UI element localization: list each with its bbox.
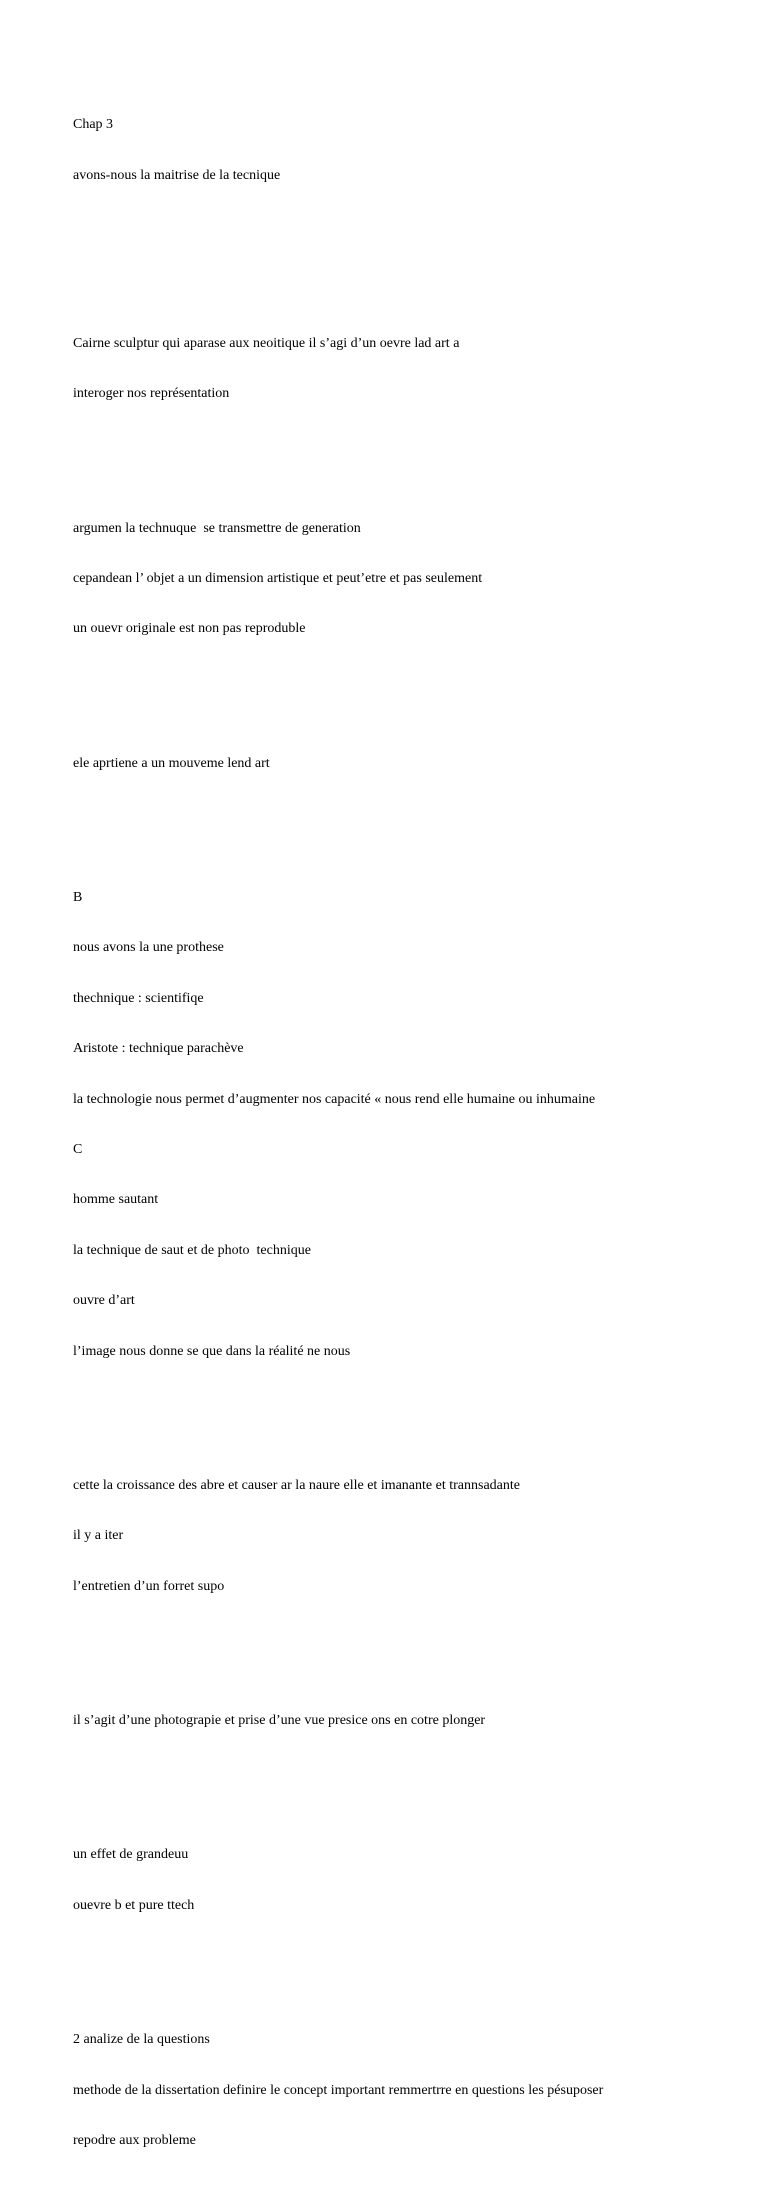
paragraph-line: ouvre d’art <box>73 1293 135 1309</box>
paragraph-line: interoger nos représentation <box>73 386 230 402</box>
paragraph-line: cette la croissance des abre et causer ar la naure elle et imanante et trannsadante <box>73 1477 520 1493</box>
paragraph-line: l’image nous donne se que dans la réalité ne nous <box>73 1343 351 1359</box>
section-label: C <box>73 1142 83 1157</box>
section-label: B <box>73 890 83 906</box>
paragraph-line: la technologie nous permet d’augmenter nos capacité « nous rend elle humaine ou inhumaine <box>73 1091 596 1107</box>
document-body <box>73 67 753 2200</box>
blank-line <box>73 823 753 840</box>
blank-line <box>73 453 753 470</box>
paragraph-line: l’entretien d’un forret supo <box>73 1578 225 1594</box>
blank-line <box>73 688 753 705</box>
paragraph-line: cepandean l’ objet a un dimension artistique et peut’etre et pas seulement <box>73 570 483 586</box>
paragraph-line: ele aprtiene a un mouveme lend art <box>73 755 270 771</box>
blank-line <box>73 1646 753 1663</box>
paragraph-line: la technique de saut et de photo technique <box>73 1242 311 1258</box>
chapter-subtitle: avons-nous la maitrise de la tecnique <box>73 167 281 183</box>
chapter-heading: Chap 3 <box>73 117 114 133</box>
paragraph-line: argumen la technuque se transmettre de generation <box>73 520 361 536</box>
paragraph-line: Aristote : technique parachève <box>73 1041 244 1057</box>
paragraph-line: methode de la dissertation definire le concept important remmertrre en questions les pésuposer <box>73 2082 604 2098</box>
paragraph-line: un effet de grandeuu <box>73 1847 189 1863</box>
paragraph-line: thechnique : scientifiqe <box>73 990 204 1006</box>
paragraph-line: ouevre b et pure ttech <box>73 1897 195 1913</box>
paragraph-line: il s’agit d’une photograpie et prise d’une vue presice ons en cotre plonger <box>73 1713 486 1729</box>
paragraph-line: homme sautant <box>73 1192 159 1208</box>
blank-line <box>73 1965 753 1982</box>
paragraph-line: un ouevr originale est non pas reproduble <box>73 621 306 637</box>
blank-line <box>73 1411 753 1428</box>
paragraph-line: repodre aux probleme <box>73 2133 196 2149</box>
paragraph-line: nous avons la une prothese <box>73 940 224 956</box>
paragraph-line: Cairne sculptur qui aparase aux neoitique il s’agi d’un oevre lad art a <box>73 335 460 351</box>
blank-space <box>73 235 753 285</box>
paragraph-line: il y a iter <box>73 1528 124 1544</box>
blank-line <box>73 1780 753 1797</box>
paragraph-line: 2 analize de la questions <box>73 2032 210 2048</box>
